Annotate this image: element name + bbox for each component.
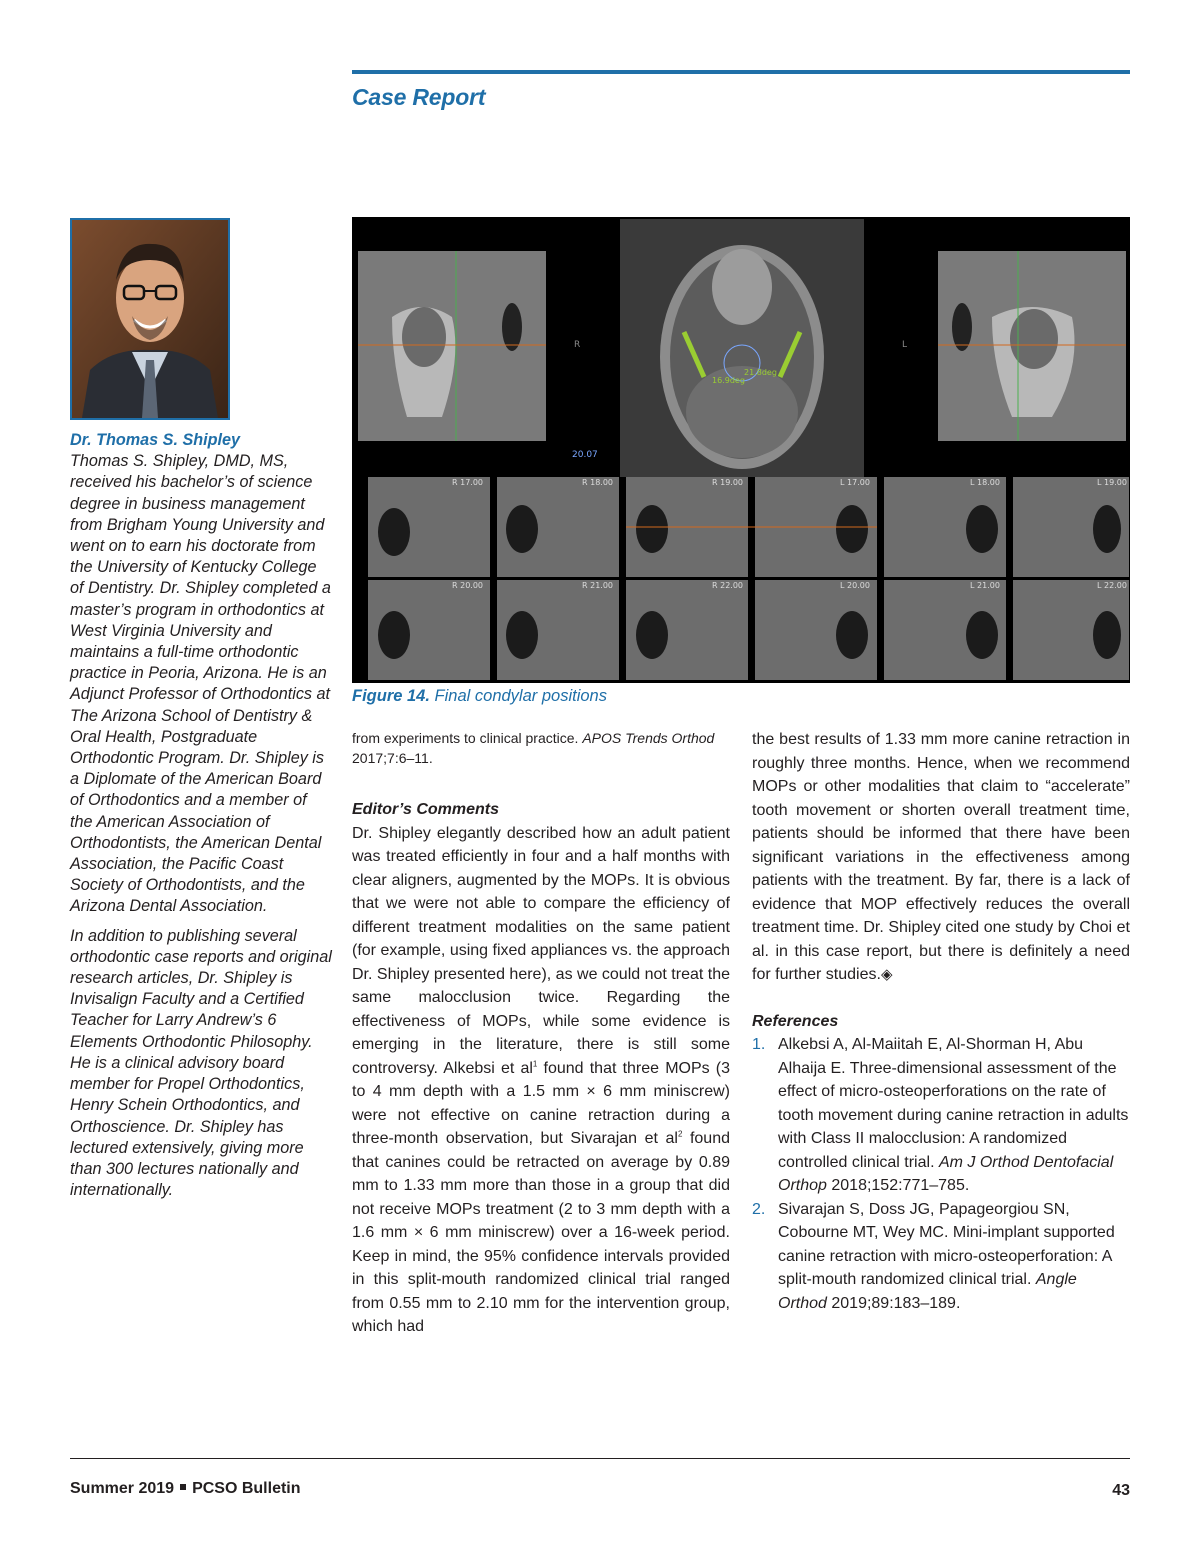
references-heading: References <box>752 1012 839 1030</box>
footer-rule <box>70 1458 1130 1459</box>
slice-label: R 17.00 <box>452 478 484 487</box>
ref-tail-text: from experiments to clinical practice. <box>352 730 583 746</box>
citation-superscript: 2 <box>677 1129 683 1139</box>
reference-citation: 2018;152:771–785. <box>826 1177 970 1194</box>
section-label: Case Report <box>352 84 486 110</box>
angle-right-label: 21.8deg <box>744 368 777 377</box>
reference-journal: Am J Orthod Dentofacial Orthop <box>778 1153 1114 1194</box>
body-text: Dr. Shipley elegantly described how an adult patient was treated efficiently in four and a half months with clear aligners, augmented by the MOPs. It is obvious that we were not able to compare the efficiency of different treatment modalities on the same patient (for example, using fixed appliances vs. the approach Dr. Shipley presented here), as we could not treat the same malocclusion twice. Regarding the effectiveness of MOPs, while some evidence is emerging in the literature, there is still some controversy. Alkebsi et al <box>352 824 730 1077</box>
reference-number: 2. <box>752 1200 766 1218</box>
citation-superscript: 1 <box>532 1059 538 1069</box>
editors-comments-continued <box>752 728 1130 987</box>
figure-caption <box>352 687 607 706</box>
side-label-left: L <box>902 340 908 350</box>
author-photo <box>72 220 228 418</box>
footer-publication-name: PCSO Bulletin <box>192 1480 301 1497</box>
reference-number: 1. <box>752 1036 766 1053</box>
author-name: Dr. Thomas S. Shipley <box>70 431 241 449</box>
side-label-right: R <box>574 340 581 350</box>
slice-label: R 19.00 <box>712 478 744 487</box>
column-middle <box>352 728 730 1339</box>
slice-label: L 18.00 <box>970 478 1000 487</box>
slice-label: L 21.00 <box>970 581 1000 590</box>
page-number: 43 <box>1112 1482 1130 1499</box>
editors-comments-body <box>352 822 730 1339</box>
footer-publication <box>70 1480 301 1498</box>
slice-label: L 17.00 <box>840 478 870 487</box>
slice-label: R 20.00 <box>452 581 484 590</box>
reference-citation: 2019;89:183–189. <box>826 1294 961 1312</box>
reference-text: Alkebsi A, Al-Maiitah E, Al-Shorman H, Abu Alhaija E. Three-dimensional assessment of the effect of micro-osteoperforations on the rate of tooth movement during canine retraction in adults with Class II malocclusion: A randomized controlled clinical trial. <box>778 1036 1129 1171</box>
references-list <box>752 1033 1130 1315</box>
ref-tail-citation: 2017;7:6–11. <box>352 750 433 766</box>
author-bio <box>70 430 332 1209</box>
reference-journal: Angle Orthod <box>778 1271 1077 1312</box>
footer-issue: Summer 2019 <box>70 1480 175 1497</box>
end-of-article-icon: ◈ <box>880 966 893 983</box>
reference-continuation <box>352 728 730 768</box>
column-right <box>752 728 1130 1315</box>
top-rule <box>352 70 1130 74</box>
slice-label: L 19.00 <box>1097 478 1127 487</box>
ref-tail-journal: APOS Trends Orthod <box>582 730 715 746</box>
slice-label: L 20.00 <box>840 581 870 590</box>
editors-comments-heading: Editor’s Comments <box>352 801 499 818</box>
reference-item <box>752 1033 1130 1198</box>
figure-number: Figure 14. <box>352 687 430 705</box>
measure-label: 20.07 <box>572 450 598 460</box>
bio-paragraph-1: Thomas S. Shipley, DMD, MS, received his bachelor’s of science degree in business management from Brigham Young University and went on to earn his doctorate from the University of Kentucky College of Dentistry. Dr. Shipley completed a master’s program in orthodontics at West Virginia University and maintains a full-time orthodontic practice in Peoria, Arizona. He is an Adjunct Professor of Orthodontics at The Arizona School of Dentistry & Oral Health, Postgraduate Orthodontic Program. Dr. Shipley is a Diplomate of the American Board of Orthodontics and a member of the American Association of Orthodontists, the American Dental Association, the Pacific Coast Society of Orthodontists, and the Arizona Dental Association. <box>70 452 331 916</box>
bullet-square-icon <box>180 1484 186 1490</box>
angle-left-label: 16.9deg <box>712 376 745 385</box>
figure-title: Final condylar positions <box>434 687 607 705</box>
slice-label: L 22.00 <box>1097 581 1127 590</box>
cbct-image <box>352 217 1130 683</box>
slice-label: R 22.00 <box>712 581 744 590</box>
reference-text: Sivarajan S, Doss JG, Papageorgiou SN, Cobourne MT, Wey MC. Mini-implant supported canine retraction with micro-osteoperforation: A split-mouth randomized clinical trial. <box>778 1200 1115 1288</box>
body-text: found that three MOPs (3 to 4 mm depth with a 1.5 mm × 6 mm miniscrew) were not effective on canine retraction during a three-month observation, but Sivarajan et al <box>352 1059 731 1147</box>
bio-paragraph-2: In addition to publishing several orthodontic case reports and original research articles, Dr. Shipley is Invisalign Faculty and a Certified Teacher for Larry Andrew’s 6 Elements Orthodontic Philosophy. He is a clinical advisory board member for Propel Orthodontics, Henry Schein Orthodontics, and Orthoscience. Dr. Shipley has lectured extensively, giving more than 300 lectures nationally and internationally. <box>70 926 332 1200</box>
body-text: found that canines could be retracted on average by 0.89 mm to 1.33 mm more than those in a group that did not receive MOPs treatment (2 to 3 mm depth with a 1.6 mm × 6 mm miniscrew) over a 16-week period. Keep in mind, the 95% confidence intervals provided in this split-mouth randomized clinical trial ranged from 0.55 mm to 2.10 mm for the intervention group, which had <box>352 1130 730 1335</box>
author-portrait <box>70 218 230 420</box>
body-text: the best results of 1.33 mm more canine retraction in roughly three months. Hence, when we recommend MOPs or other modalities that claim to “accelerate” tooth movement or shorten overall treatment time, patients should be informed that there have been significant variations in the effectiveness among patients with the treatment. By far, there is a lack of evidence that MOP effectively reduces the overall treatment time. Dr. Shipley cited one study by Choi et al. in this case report, but there is definitely a need for further studies. <box>752 731 1130 983</box>
slice-label: R 18.00 <box>582 478 614 487</box>
slice-label: R 21.00 <box>582 581 614 590</box>
reference-item <box>752 1198 1130 1316</box>
figure-condylar-positions <box>352 217 1130 683</box>
